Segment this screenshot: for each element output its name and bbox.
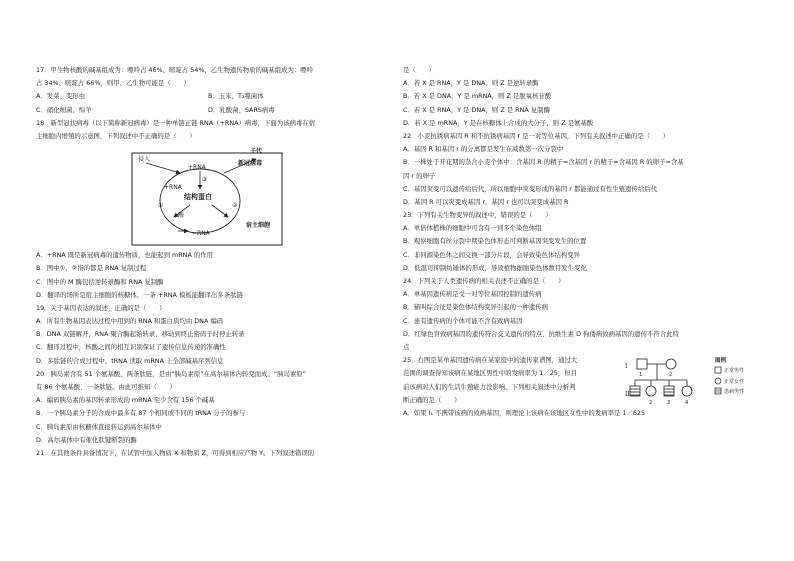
right-column xyxy=(403,64,763,420)
gen2-num-3: 3 xyxy=(667,400,671,407)
q19-option-b: B．DNA 双链解开，RNA 聚合酶起始转录、移动到终止密码子时停止转录 xyxy=(36,330,245,339)
q24-option-b: B．猫叫综合征是染色体结构变异引起的一种遗传病 xyxy=(403,303,548,312)
question-22 xyxy=(403,130,763,209)
q19-option-a: A．所有生物基因表达过程中用到的 RNA 和蛋白质均由 DNA 编码 xyxy=(36,317,224,326)
q17-option-d: D．乳酸菌、SARS病毒 xyxy=(208,105,275,114)
q22-option-a: A．基因 R 和基因 r 的分离都是发生在减数第一次分裂中 xyxy=(403,145,564,154)
label-enter: 侵入 xyxy=(138,156,151,164)
label-step-1: ① xyxy=(158,202,164,210)
q17-options-ab xyxy=(36,90,391,103)
q20-stem: 20．胰岛素含有 51 个氨基酸、两条肽链，是由“胰岛素原”在高尔基体内转变而成。“胰岛素原” xyxy=(36,369,307,378)
q24-option-a: A．单基因遗传病是受一对等位基因控制的遗传病 xyxy=(403,290,542,299)
label-host-cell: 宿主细胞 xyxy=(246,222,271,230)
q20-option-a: A．编码胰岛素的基因转录形成的 mRNA 至少含有 156 个碱基 xyxy=(36,396,215,405)
gen2-num-4: 4 xyxy=(685,400,689,407)
label-plus-rna-mid: +RNA xyxy=(164,184,182,192)
q21-stem: 21．在其他条件具备情况下，在试管中加入物质 X 和物质 Z，可得到相应产物 Y。下列叙述错误的 xyxy=(36,448,315,457)
gen1-num-2: 2 xyxy=(669,372,673,379)
question-21-continued xyxy=(403,64,763,130)
q22-stem: 22．小麦抗锈病基因 R 和不抗锈病基因 r 是一对等位基因，下列有关叙述中正确的是（ ） xyxy=(403,131,670,140)
q18-option-c: C．图中的 M 酶包括逆转录酶和 RNA 复制酶 xyxy=(36,277,164,286)
question-20 xyxy=(36,368,391,447)
label-step-3: ③ xyxy=(202,176,208,184)
legend-male-symbol xyxy=(715,367,721,373)
virus-replication-figure xyxy=(36,143,391,249)
question-18 xyxy=(36,117,391,302)
q19-option-d: D．多肽链的合成过程中，tRNA 读取 mRNA 上全部碱基序列信息 xyxy=(36,356,224,365)
left-column xyxy=(36,64,391,460)
question-24 xyxy=(403,275,763,354)
q18-option-b: B．图中①、②指的都是 RNA 复制过程 xyxy=(36,264,147,273)
q25-stem-1: 25．右图是某单基因遗传病在某家庭中的遗传家谱图，通过大 xyxy=(403,356,578,365)
q23-option-a: A．单倍体植株的细胞中可含有一到多个染色体组 xyxy=(403,224,542,233)
q18-stem: 18．新型冠状病毒（以下简称新冠病毒）是一种单链正链 RNA（+RNA）病毒，下面为该病毒在宿 xyxy=(36,118,316,127)
q17-option-a: A．发菜、变形虫 xyxy=(36,92,86,101)
q25-stem-2: 范围的调查得知该病在某地区男性中的发病率为 1／25，但目 xyxy=(403,369,577,378)
q17-stem-cont: 占 34%、嘧啶占 66%，则甲、乙生物可能是（ ） xyxy=(36,79,190,88)
gen1-num-1: 1 xyxy=(639,372,643,379)
q18-option-a: A．+RNA 既是新冠病毒的遗传物质，也能起到 mRNA 的作用 xyxy=(36,251,214,260)
q23-option-c: C．非同源染色体之间交换一部分片段，会导致染色体结构变异 xyxy=(403,250,581,259)
legend-female-symbol xyxy=(715,378,721,384)
q25-stem-3: 前该病对人们的生活生殖能力没影响。下列相关叙述中分析判 xyxy=(403,382,576,391)
question-21 xyxy=(36,447,391,460)
q21-option-d: D．若 X 是 mRNA，Y 是在核糖体上合成的大分子，则 Z 是氨基酸 xyxy=(403,118,594,127)
gen1-male xyxy=(637,359,647,369)
gen2-num-2: 2 xyxy=(649,400,653,407)
q24-stem: 24．下列关于人类遗传病的相关表述不正确的是（ ） xyxy=(403,277,565,285)
q22-option-b-cont: 因 r 的卵子 xyxy=(403,171,436,180)
pedigree-chart xyxy=(625,356,755,408)
label-structural-protein: 结构蛋白 xyxy=(184,193,212,202)
q20-option-c: C．胰岛素原由核糖体直接转运到高尔基体中 xyxy=(36,422,162,431)
q18-option-d: D．翻译的场所是宿主细胞的核糖体，一条 +RNA 模板能翻译出多条肽链 xyxy=(36,290,243,299)
q23-option-d: D．低温可抑制纺锤体的形成，导致植物细胞染色体数目发生变化 xyxy=(403,263,587,272)
label-plus-rna-top: +RNA xyxy=(188,164,206,172)
gen2-female-2 xyxy=(646,386,656,396)
q24-option-c: C．患有遗传病的个体可能不含有致病基因 xyxy=(403,316,523,325)
q20-stem-cont: 有 86 个氨基酸、一条肽链。由此可推知（ ） xyxy=(36,383,177,391)
q19-stem: 19．关于基因表达的叙述，正确的是（ ） xyxy=(36,303,166,312)
q24-option-d: D．红绿色盲致病基因的遗传符合交叉遗传的特点，抗维生素 D 佝偻病致病基因的遗传不符合此特 xyxy=(403,329,679,338)
generation-1-label: I xyxy=(625,363,628,371)
generation-2-label: II xyxy=(625,391,630,399)
question-19 xyxy=(36,302,391,368)
virus-replication-diagram xyxy=(128,145,288,249)
legend-title: 图例 xyxy=(715,358,727,365)
gen2-female-4 xyxy=(682,386,692,396)
q22-option-d: D．基因 R 可以突变成基因 r，基因 r 也可以突变成基因 R xyxy=(403,197,569,206)
q20-option-b: B．一个胰岛素分子的合成中最多有 87 个相同或不同的 tRNA 分子的参与 xyxy=(36,409,246,418)
q23-stem: 23．下列有关生物变异的叙述中，错误的是（ ） xyxy=(403,211,552,220)
q17-option-c: C．硝化细菌、绵羊 xyxy=(36,105,92,114)
label-progeny-1: 子代 xyxy=(250,148,263,156)
question-23 xyxy=(403,209,763,275)
legend-affected-symbol xyxy=(715,388,721,394)
q19-option-c: C．翻译过程中，核酸之间的相互识别保证了遗传信息传递的准确性 xyxy=(36,343,226,352)
label-step-2: ② xyxy=(232,202,238,210)
q21-option-b: B．若 X 是 DNA，Y 是 mRNA，则 Z 是脱氧核苷酸 xyxy=(403,92,552,101)
label-minus-rna: −RNA xyxy=(192,230,210,238)
q20-option-d: D．高尔基体中有催化肽键断裂的酶 xyxy=(36,435,137,444)
q25-stem-4: 断正确的是（ ） xyxy=(403,395,461,404)
q17-option-b: B．玉米、T₂噬菌体 xyxy=(208,92,264,101)
question-25 xyxy=(403,354,763,420)
gen2-affected-male-1 xyxy=(630,386,640,396)
q21-stem-cont: 是（ ） xyxy=(403,66,435,74)
q22-option-c: C．基因突变可以遗传给后代，所以细胞中突变形成的基因 r 都能通过有性生殖遗传给后代 xyxy=(403,184,657,193)
q17-options-cd xyxy=(36,104,391,117)
gen1-female xyxy=(666,359,676,369)
q17-stem: 17．甲生物核酸的碱基组成为：嘌呤占 46%、嘧啶占 54%，乙生物遗传物质的碱基组成为：嘌呤 xyxy=(36,66,314,74)
label-progeny-2: 新冠病毒 xyxy=(238,160,263,168)
legend-female-label: 正常女性 xyxy=(724,379,745,386)
legend-male-label: 正常男性 xyxy=(724,368,745,375)
q25-option-a: A．如果 I₁ 不携带该病的致病基因，则理论上该病在该地区女性中的发病率是 1／625 xyxy=(403,408,646,417)
legend-affected-label: 患病男性 xyxy=(724,389,745,396)
q18-stem-cont: 主细胞内增殖的示意图，下列叙述中不正确的是（ ） xyxy=(36,131,196,140)
q21-option-c: C．若 X 是 RNA，Y 是 DNA，则 Z 是 RNA 复制酶 xyxy=(403,105,550,114)
question-17 xyxy=(36,64,391,117)
gen2-affected-male-3 xyxy=(664,386,674,396)
q24-option-d-cont: 点 xyxy=(403,342,410,351)
q23-option-b: B．观察细胞有丝分裂中期染色体形态可判断基因突变发生的位置 xyxy=(403,237,587,246)
label-enzyme: 酶 xyxy=(178,212,185,220)
q21-option-a: A．若 X 是 RNA，Y 是 DNA，则 Z 是逆转录酶 xyxy=(403,79,539,88)
q22-option-b: B．一株处于开花期的杂合小麦个体中：含基因 R 的精子=含基因 r 的精子=含基因 R 的卵子=含基 xyxy=(403,158,684,167)
